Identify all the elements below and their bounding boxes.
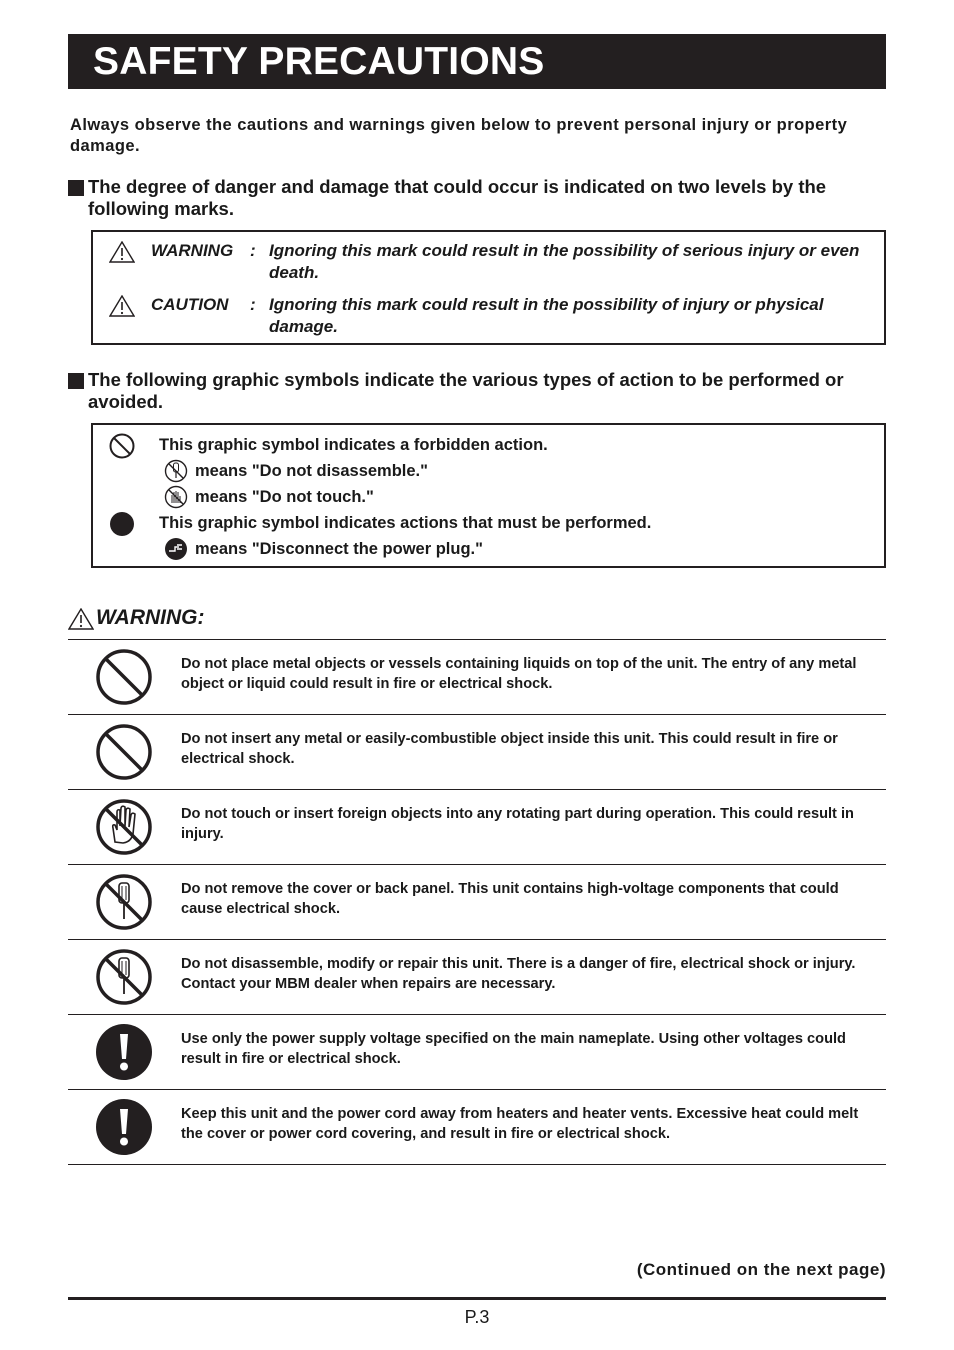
- symbol-row: [93, 511, 884, 535]
- disconnect-plug-icon: [164, 537, 188, 561]
- symbol-row: [93, 433, 884, 457]
- bullet-square-icon: [68, 180, 84, 196]
- level-description: Ignoring this mark could result in the possibility of injury or physical damage.: [269, 295, 824, 336]
- symbol-text: means "Do not touch.": [195, 488, 374, 506]
- mandatory-action-icon: [109, 511, 135, 537]
- warning-text: Use only the power supply voltage specified on the main nameplate. Using other voltages could result in fire or electrical shock.: [181, 1031, 846, 1067]
- warnings-table: [68, 639, 886, 1165]
- warning-text: Do not disassemble, modify or repair this unit. There is a danger of fire, electrical shock or injury. Contact your MBM dealer when repairs are necessary.: [181, 956, 856, 992]
- continued-note: (Continued on the next page): [636, 1260, 886, 1279]
- warning-triangle-icon: [109, 241, 135, 263]
- warning-text: Keep this unit and the power cord away from heaters and heater vents. Excessive heat could melt the cover or power cord covering, and result in fire or electrical shock.: [181, 1106, 859, 1142]
- no-disassemble-icon: [95, 948, 153, 1006]
- page-title: SAFETY PRECAUTIONS: [93, 40, 545, 83]
- level-colon: :: [250, 295, 256, 314]
- warning-triangle-icon: [68, 608, 94, 630]
- symbols-section-heading: [68, 369, 888, 413]
- no-touch-icon: [164, 485, 188, 509]
- symbol-text: This graphic symbol indicates actions that must be performed.: [159, 514, 652, 532]
- title-bar: [68, 34, 886, 89]
- level-name: WARNING: [151, 241, 234, 260]
- level-colon: :: [250, 241, 256, 260]
- symbol-row: [93, 485, 884, 509]
- mandatory-exclamation-icon: [95, 1098, 153, 1156]
- no-disassemble-icon: [164, 459, 188, 483]
- intro-text: Always observe the cautions and warnings given below to prevent personal injury or property damage.: [70, 116, 848, 155]
- warning-text: Do not touch or insert foreign objects into any rotating part during operation. This could result in injury.: [181, 806, 854, 842]
- mandatory-exclamation-icon: [95, 1023, 153, 1081]
- symbol-text: This graphic symbol indicates a forbidden action.: [159, 436, 548, 454]
- symbol-row: [93, 537, 884, 561]
- levels-heading-text: The degree of danger and damage that could occur is indicated on two levels by the following marks.: [88, 176, 827, 219]
- footer-rule: [68, 1297, 886, 1300]
- symbol-text: means "Do not disassemble.": [195, 462, 428, 480]
- no-disassemble-icon: [95, 873, 153, 931]
- warning-row: [68, 790, 886, 865]
- level-description: Ignoring this mark could result in the possibility of serious injury or even death.: [269, 241, 860, 282]
- symbol-text: means "Disconnect the power plug.": [195, 540, 483, 558]
- warning-heading-text: WARNING:: [96, 606, 205, 629]
- prohibition-icon: [95, 723, 153, 781]
- prohibition-icon: [109, 433, 135, 459]
- level-name: CAUTION: [151, 295, 229, 314]
- no-touch-icon: [95, 798, 153, 856]
- prohibition-icon: [95, 648, 153, 706]
- warning-row: [68, 940, 886, 1015]
- warning-row: [68, 1015, 886, 1090]
- warning-row: [68, 640, 886, 715]
- warning-row: [68, 865, 886, 940]
- warning-text: Do not place metal objects or vessels containing liquids on top of the unit. The entry of any metal object or liquid could result in fire or electrical shock.: [181, 656, 857, 692]
- symbols-box: [91, 423, 886, 568]
- levels-section-heading: [68, 176, 888, 220]
- warning-text: Do not remove the cover or back panel. This unit contains high-voltage components that could cause electrical shock.: [181, 881, 839, 917]
- bullet-square-icon: [68, 373, 84, 389]
- page-number: P.3: [464, 1307, 490, 1327]
- symbol-row: [93, 459, 884, 483]
- levels-box: [91, 230, 886, 345]
- warning-text: Do not insert any metal or easily-combustible object inside this unit. This could result in fire or electrical shock.: [181, 731, 838, 767]
- symbols-heading-text: The following graphic symbols indicate the various types of action to be performed or avoided.: [88, 369, 844, 412]
- warning-row: [68, 1090, 886, 1165]
- warning-row: [68, 715, 886, 790]
- warning-triangle-icon: [109, 295, 135, 317]
